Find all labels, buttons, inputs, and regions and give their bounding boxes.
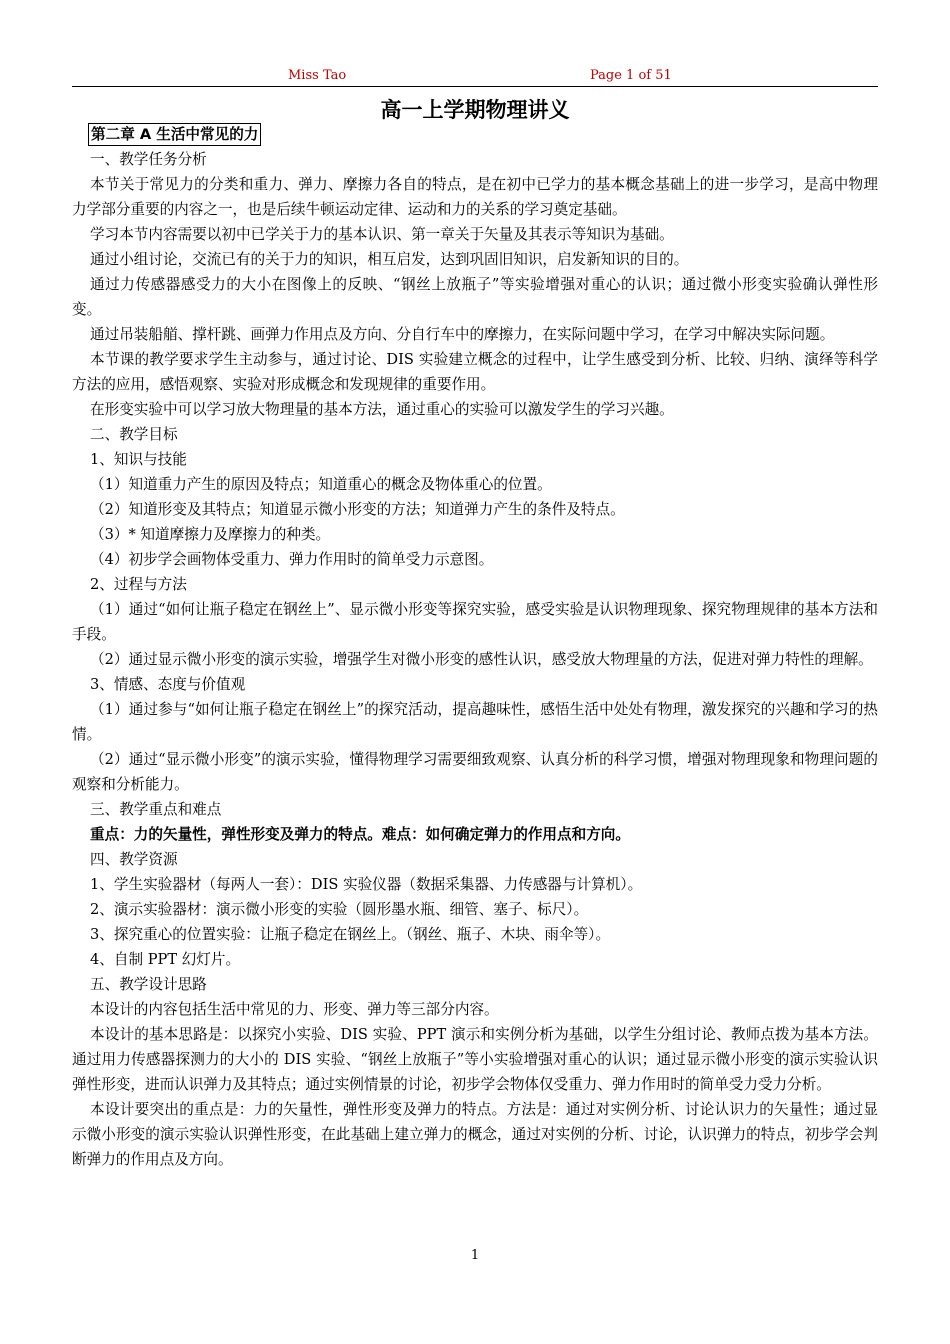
paragraph: 本设计的内容包括生活中常见的力、形变、弹力等三部分内容。 bbox=[90, 1001, 499, 1018]
paragraph: 本设计的基本思路是：以探究小实验、DIS 实验、PPT 演示和实例分析为基础，以学生分组讨论、教师点拨为基本方法。通过用力传感器探测力的大小的 DIS 实验、“钢丝上放瓶子”等小实验增强对重心的认识；通过显示微小形变的演示实验认识弹性形变，进而认识弹力及其特点；通过实例情景的讨论，初步学会物体仅受重力、弹力作用时的简单受力受力分析。 bbox=[72, 1026, 878, 1093]
list-item: 3、探究重心的位置实验：让瓶子稳定在钢丝上。（钢丝、瓶子、木块、雨伞等）。 bbox=[90, 926, 611, 943]
document-title: 高一上学期物理讲义 bbox=[380, 98, 570, 122]
subsection-heading: 2、过程与方法 bbox=[90, 576, 187, 593]
list-item: 4、自制 PPT 幻灯片。 bbox=[90, 951, 241, 968]
subsection-heading: 1、知识与技能 bbox=[90, 451, 187, 468]
section-heading: 二、教学目标 bbox=[90, 426, 178, 443]
paragraph: 在形变实验中可以学习放大物理量的基本方法，通过重心的实验可以激发学生的学习兴趣。 bbox=[90, 401, 674, 418]
section-heading: 五、教学设计思路 bbox=[90, 976, 207, 993]
document-body bbox=[72, 122, 878, 1172]
list-item: （4）初步学会画物体受重力、弹力作用时的简单受力示意图。 bbox=[90, 551, 494, 568]
subsection-heading: 3、情感、态度与价值观 bbox=[90, 676, 246, 693]
page-number: 1 bbox=[470, 1248, 480, 1263]
key-points: 重点：力的矢量性，弹性形变及弹力的特点。难点：如何确定弹力的作用点和方向。 bbox=[90, 826, 630, 843]
list-item: 2、演示实验器材：演示微小形变的实验（圆形墨水瓶、细管、塞子、标尺）。 bbox=[90, 901, 589, 918]
chapter-heading: 第二章 A 生活中常见的力 bbox=[88, 123, 261, 146]
list-item: （2）通过“显示微小形变”的演示实验，懂得物理学习需要细致观察、认真分析的科学习惯，增强对物理现象和物理问题的观察和分析能力。 bbox=[72, 751, 878, 793]
paragraph: 通过吊装船艏、撑杆跳、画弹力作用点及方向、分自行车中的摩擦力，在实际问题中学习，在学习中解决实际问题。 bbox=[90, 326, 835, 343]
section-heading: 三、教学重点和难点 bbox=[90, 801, 222, 818]
list-item: （1）知道重力产生的原因及特点；知道重心的概念及物体重心的位置。 bbox=[90, 476, 552, 493]
list-item: （1）通过参与“如何让瓶子稳定在钢丝上”的探究活动，提高趣味性，感悟生活中处处有物理，激发探究的兴趣和学习的热情。 bbox=[72, 701, 878, 743]
list-item: （2）知道形变及其特点；知道显示微小形变的方法；知道弹力产生的条件及特点。 bbox=[90, 501, 625, 518]
page-header bbox=[72, 66, 878, 87]
paragraph: 本节关于常见力的分类和重力、弹力、摩擦力各自的特点，是在初中已学力的基本概念基础上的进一步学习，是高中物理力学部分重要的内容之一，也是后续牛顿运动定律、运动和力的关系的学习奠定基础。 bbox=[72, 176, 878, 218]
list-item: 1、学生实验器材（每两人一套）：DIS 实验仪器（数据采集器、力传感器与计算机）。 bbox=[90, 876, 643, 893]
header-author: Miss Tao bbox=[288, 68, 347, 83]
header-page-label: Page 1 of 51 bbox=[590, 68, 672, 83]
paragraph: 本节课的教学要求学生主动参与，通过讨论、DIS 实验建立概念的过程中，让学生感受到分析、比较、归纳、演绎等科学方法的应用，感悟观察、实验对形成概念和发现规律的重要作用。 bbox=[72, 351, 878, 393]
section-heading: 四、教学资源 bbox=[90, 851, 178, 868]
list-item: （3）* 知道摩擦力及摩擦力的种类。 bbox=[90, 526, 331, 543]
paragraph: 学习本节内容需要以初中已学关于力的基本认识、第一章关于矢量及其表示等知识为基础。 bbox=[90, 226, 674, 243]
section-heading: 一、教学任务分析 bbox=[90, 151, 207, 168]
paragraph: 通过小组讨论，交流已有的关于力的知识，相互启发，达到巩固旧知识，启发新知识的目的。 bbox=[90, 251, 689, 268]
list-item: （1）通过“如何让瓶子稳定在钢丝上”、显示微小形变等探究实验，感受实验是认识物理现象、探究物理规律的基本方法和手段。 bbox=[72, 601, 878, 643]
paragraph: 本设计要突出的重点是：力的矢量性，弹性形变及弹力的特点。方法是：通过对实例分析、讨论认识力的矢量性；通过显示微小形变的演示实验认识弹性形变，在此基础上建立弹力的概念，通过对实例的分析、讨论，认识弹力的特点，初步学会判断弹力的作用点及方向。 bbox=[72, 1101, 878, 1168]
paragraph: 通过力传感器感受力的大小在图像上的反映、“钢丝上放瓶子”等实验增强对重心的认识；通过微小形变实验确认弹性形变。 bbox=[72, 276, 878, 318]
list-item: （2）通过显示微小形变的演示实验，增强学生对微小形变的感性认识，感受放大物理量的方法，促进对弹力特性的理解。 bbox=[90, 651, 873, 668]
